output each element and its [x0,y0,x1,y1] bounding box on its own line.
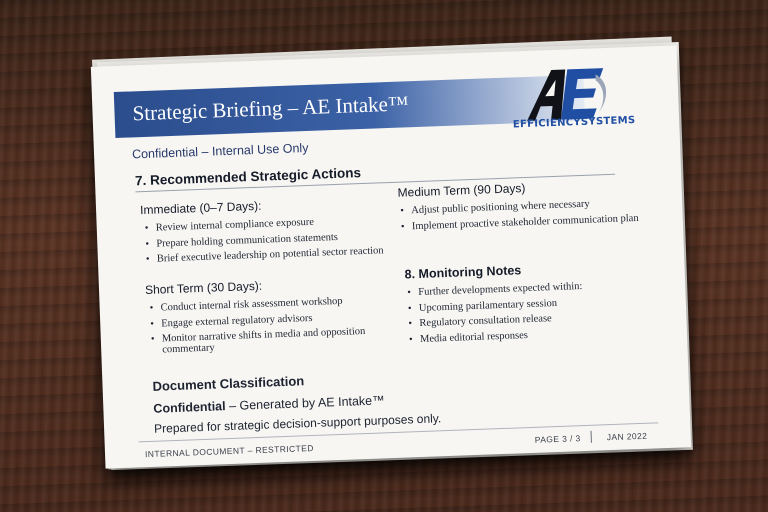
short-term-actions-list [150,295,372,361]
list-item: • Brief executive leadership on potential sector reaction [146,245,384,265]
briefing-document-page [91,45,691,468]
section-8-title: 8. Monitoring Notes [404,263,522,282]
document-date: JAN 2022 [606,430,648,443]
footer-separator [591,431,592,443]
generated-by-text: – Generated by AE Intake™ [225,393,385,414]
page-number: PAGE 3 / 3 [534,433,581,445]
logo-wordmark: EFFICIENCYSYSTEMS [512,114,636,131]
list-item: • Media editorial responses [409,327,584,344]
medium-term-actions-list [400,197,639,237]
prepared-for-text: Prepared for strategic decision-support purposes only. [153,411,442,436]
medium-term-heading: Medium Term (90 Days) [397,181,526,200]
list-item: • Implement proactive stakeholder communication plan [401,212,639,232]
short-term-heading: Short Term (30 Days): [144,278,263,298]
footer-restriction-label: INTERNAL DOCUMENT – RESTRICTED [144,442,314,460]
list-item: • Upcoming parilamentary session [408,297,583,314]
list-item: • Review internal compliance exposure [145,214,383,234]
list-item: • Engage external regulatory advisors [150,310,370,329]
immediate-heading: Immediate (0–7 Days): [139,198,262,218]
document-title: Strategic Briefing – AE Intake™ [132,91,409,126]
confidentiality-label: Confidential – Internal Use Only [131,140,309,162]
list-item: • Prepare holding communication statements [145,230,383,250]
classification-heading: Document Classification [152,373,305,394]
list-item: • Monitor narrative shifts in media and opposition commentary [151,326,372,356]
immediate-actions-list [145,214,384,269]
list-item: • Further developments expected within: [407,281,582,298]
list-item: • Adjust public positioning where necessary [400,197,638,217]
section-7-title: 7. Recommended Strategic Actions [134,165,362,189]
list-item: • Regulatory consultation release [408,312,583,329]
classification-line [153,393,385,415]
classification-level: Confidential [153,399,226,416]
list-item: • Conduct internal risk assessment workshop [150,295,370,314]
monitoring-notes-list [407,281,584,349]
